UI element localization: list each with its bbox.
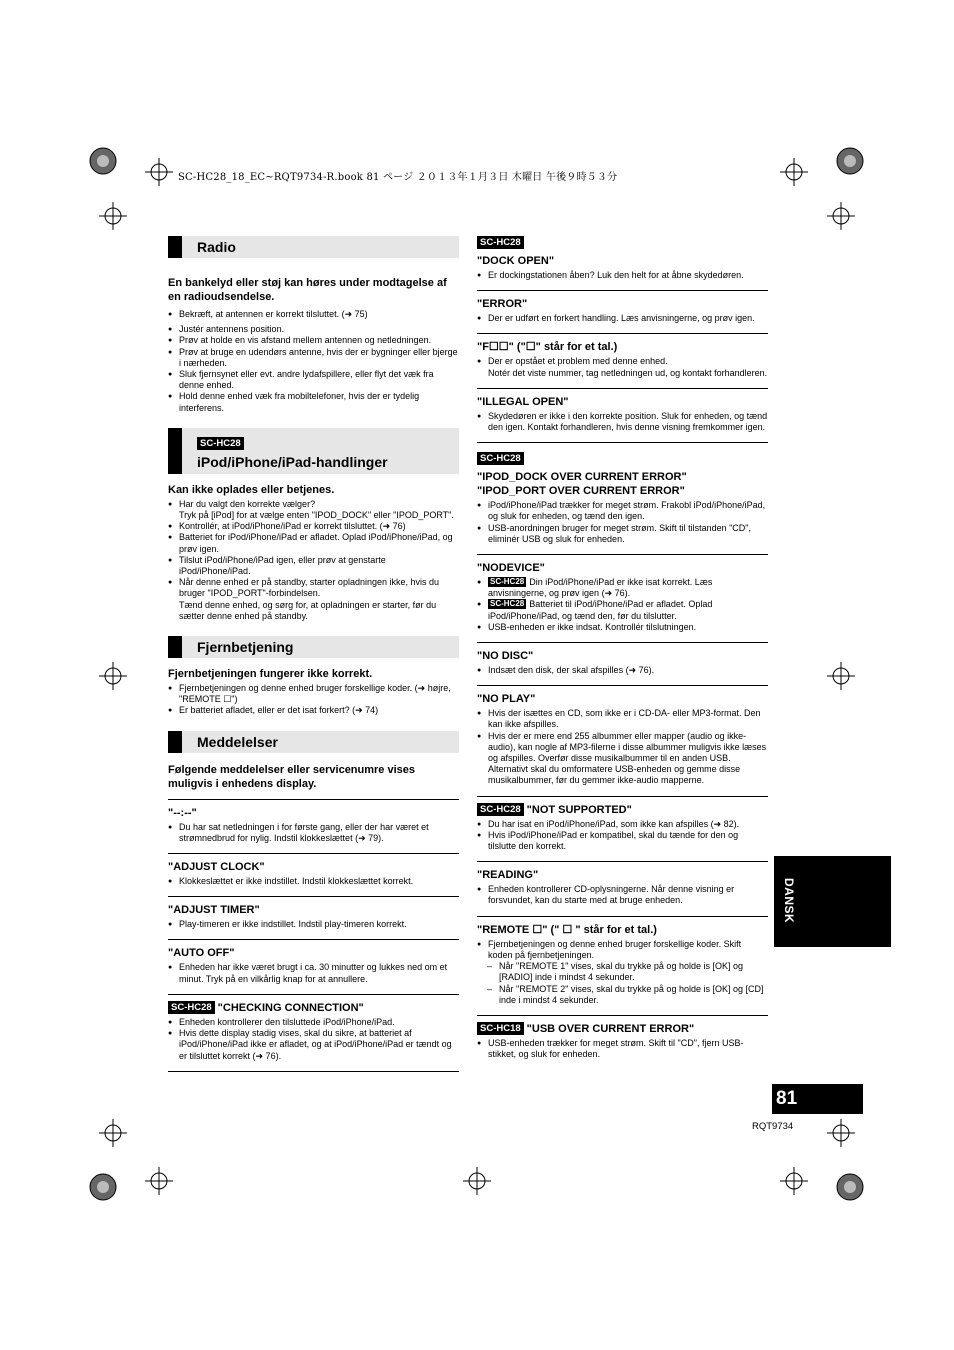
list-item: ● Er batteriet afladet, eller er det isat forkert? (➜ 74) [168, 705, 459, 716]
section-messages-title: Meddelelser [197, 733, 278, 750]
starburst-mark-bottom-left [88, 1172, 118, 1202]
model-badge: SC-HC28 [168, 1001, 215, 1014]
list-item: ● Enheden har ikke været brugt i ca. 30 minutter og lukkes ned om et minut. Tryk på en vilkårlig knap for at annullere. [168, 962, 459, 984]
list-item: ● Har du valgt den korrekte vælger? Tryk på [iPod] for at vælge enten "IPOD_DOCK" eller "IPOD_PORT". [168, 499, 459, 521]
right-column [477, 233, 768, 1069]
message-block: "NODEVICE" ● SC-HC28 Din iPod/iPhone/iPad er ikke isat korrekt. Læs anvisningerne, og prøv igen (➜ 76). ● SC-HC28 Batteriet til iPod/iPhone/iPad er afladet. Oplad iPod/iPhone/iPad, og tænd den, før du tilslutter. ● USB-enheden er ikke indsat. Kontrollér tilslutningen. [477, 555, 768, 643]
model-badge: SC-HC28 [197, 437, 244, 450]
list-item: ● Der er udført en forkert handling. Læs anvisningerne, og prøv igen. [477, 313, 768, 324]
list-item: ● SC-HC28 Din iPod/iPhone/iPad er ikke isat korrekt. Læs anvisningerne, og prøv igen (➜ 76). [477, 577, 768, 599]
message-block: "ADJUST CLOCK" ● Klokkeslættet er ikke indstillet. Indstil klokkeslættet korrekt. [168, 854, 459, 897]
list-item: ● Når denne enhed er på standby, starter opladningen ikke, hvis du bruger "IPOD_PORT"-forbindelsen. Tænd denne enhed, og sørg for, at opladningen er starter, før du sætter denne enhed på standby. [168, 577, 459, 622]
list-item: ● Fjernbetjeningen og denne enhed bruger forskellige koder. (➜ højre, "REMOTE ☐") [168, 683, 459, 705]
ipod-subheading: Kan ikke oplades eller betjenes. [168, 483, 335, 496]
model-badge: SC-HC28 [490, 577, 525, 587]
crosshair-mark-right-middle [827, 662, 855, 690]
crosshair-mark-bottom-center [463, 1167, 491, 1195]
left-column [168, 236, 459, 1072]
section-radio-header [168, 236, 459, 258]
page-number: 81 [772, 1084, 863, 1114]
message-block: SC-HC28 "IPOD_DOCK OVER CURRENT ERROR" "IPOD_PORT OVER CURRENT ERROR" ● iPod/iPhone/iPad trækker for meget strøm. Frakobl iPod/iPhone/iPad, og sluk for enheden, og tænd den igen. ● USB-anordningen bruger for meget strøm. Skift til tilstanden "CD", eliminér USB og sluk for enheden. [477, 443, 768, 555]
list-item: ● Sluk fjernsynet eller evt. andre lydafspillere, eller flyt det væk fra denne enhed. [168, 369, 459, 391]
list-item: ● Batteriet for iPod/iPhone/iPad er afladet. Oplad iPod/iPhone/iPad, og prøv igen. [168, 532, 459, 554]
model-badge: SC-HC28 [490, 599, 525, 609]
message-block: SC-HC28 "DOCK OPEN" ● Er dockingstationen åben? Luk den helt for at åbne skydedøren. [477, 233, 768, 291]
list-item: ● Hvis iPod/iPhone/iPad er kompatibel, skal du tænde for den og tilslutte den korrekt. [477, 830, 768, 852]
list-item: ● Enheden kontrollerer den tilsluttede iPod/iPhone/iPad. [168, 1017, 459, 1028]
file-header-line: SC-HC28_18_EC~RQT9734-R.book 81 ページ ２０１３年１月３日 木曜日 午後９時５３分 [178, 172, 618, 183]
list-item: ● Prøv at holde en vis afstand mellem antennen og netledningen. [168, 335, 459, 346]
list-item: ● Justér antennens position. [168, 324, 459, 335]
message-block: "NO PLAY" ● Hvis der isættes en CD, som ikke er i CD-DA- eller MP3-format. Den kan ikke afspilles. ● Hvis der er mere end 255 albummer eller mapper (audio og ikke-audio), kan nogle af MP3-filerne i disse albummer muligvis ikke læses og afspilles. Overfør disse musikalbummer til en anden USB. Alternativt skal du omformatere USB-enheden og gemme disse musikalbummer, før du gemmer ikke-audio mapperne. [477, 686, 768, 796]
crosshair-mark-left-middle [99, 662, 127, 690]
message-block: SC-HC18 "USB OVER CURRENT ERROR" ● USB-enheden trækker for meget strøm. Skift til "CD", fjern USB-stikket, og sluk for enheden. [477, 1016, 768, 1069]
radio-intro: En bankelyd eller støj kan høres under modtagelse af en radioudsendelse. [168, 277, 447, 303]
crosshair-mark-right-upper [827, 202, 855, 230]
section-messages-header [168, 731, 459, 753]
message-block: SC-HC28 "CHECKING CONNECTION" ● Enheden kontrollerer den tilsluttede iPod/iPhone/iPad. ● Hvis dette display stadig vises, skal du sikre, at batteriet af iPod/iPhone/iPad ikke er afladet, og at iPod/iPhone/iPad er tændt og er tilsluttet korrekt (➜ 76). [168, 995, 459, 1072]
model-badge: SC-HC28 [477, 236, 524, 249]
crosshair-mark-top-right [780, 158, 808, 186]
message-block: "ERROR" ● Der er udført en forkert handling. Læs anvisningerne, og prøv igen. [477, 291, 768, 334]
model-badge: SC-HC18 [477, 1022, 524, 1035]
document-code: RQT9734 [752, 1121, 794, 1132]
list-item: ● Hvis der isættes en CD, som ikke er i CD-DA- eller MP3-format. Den kan ikke afspilles. [477, 708, 768, 730]
starburst-mark-top-right [835, 146, 865, 176]
crosshair-mark-left-lower [99, 1119, 127, 1147]
list-item: ● Prøv at bruge en udendørs antenne, hvis der er bygninger eller bjerge i nærheden. [168, 347, 459, 369]
message-block: "REMOTE ☐" (" ☐ " står for et tal.) ● Fjernbetjeningen og denne enhed bruger forskellige koder. Skift koden på fjernbetjeningen. – Når "REMOTE 1" vises, skal du trykke på og holde is [OK] og [RADIO] inde i mindst 4 sekunder. – Når "REMOTE 2" vises, skal du trykke på og holde is [OK] og [CD] inde i mindst 4 sekunder. [477, 917, 768, 1016]
remote-subheading: Fjernbetjeningen fungerer ikke korrekt. [168, 668, 373, 681]
message-block: "F☐☐" ("☐" står for et tal.) ● Der er opstået et problem med denne enhed. Notér det viste nummer, tag netledningen ud, og kontakt forhandleren. [477, 334, 768, 388]
list-item: – Når "REMOTE 1" vises, skal du trykke på og holde is [OK] og [RADIO] inde i mindst 4 sekunder. [477, 961, 768, 983]
list-item: ● Kontrollér, at iPod/iPhone/iPad er korrekt tilsluttet. (➜ 76) [168, 521, 459, 532]
language-tab [774, 856, 891, 947]
list-item: ● Play-timeren er ikke indstillet. Indstil play-timeren korrekt. [168, 919, 459, 930]
section-remote-header [168, 636, 459, 658]
list-item: ● Skydedøren er ikke i den korrekte position. Sluk for enheden, og tænd den igen. Kontakt forhandleren, hvis denne visning fremkommer igen. [477, 411, 768, 433]
ipod-list [168, 499, 459, 622]
starburst-mark-top-left [88, 146, 118, 176]
message-block: "READING" ● Enheden kontrollerer CD-oplysningerne. Når denne visning er forsvundet, kan du starte med at bruge enheden. [477, 862, 768, 916]
model-badge: SC-HC28 [477, 452, 524, 465]
list-item: ● USB-enheden trækker for meget strøm. Skift til "CD", fjern USB-stikket, og sluk for enheden. [477, 1038, 768, 1060]
list-item: ● Fjernbetjeningen og denne enhed bruger forskellige koder. Skift koden på fjernbetjeningen. [477, 939, 768, 961]
list-item: ● Enheden kontrollerer CD-oplysningerne. Når denne visning er forsvundet, kan du starte med at bruge enheden. [477, 884, 768, 906]
section-radio-title: Radio [197, 239, 236, 255]
list-item: ● Tilslut iPod/iPhone/iPad igen, eller prøv at genstarte iPod/iPhone/iPad. [168, 555, 459, 577]
list-item: ● Klokkeslættet er ikke indstillet. Indstil klokkeslættet korrekt. [168, 876, 459, 887]
list-item: ● Bekræft, at antennen er korrekt tilsluttet. (➜ 75) [168, 309, 459, 320]
starburst-mark-bottom-right [835, 1172, 865, 1202]
section-ipod-title: iPod/iPhone/iPad-handlinger [197, 453, 388, 470]
list-item: ● Der er opstået et problem med denne enhed. Notér det viste nummer, tag netledningen ud, og kontakt forhandleren. [477, 356, 768, 378]
message-block: SC-HC28 "NOT SUPPORTED" ● Du har isat en iPod/iPhone/iPad, som ikke kan afspilles (➜ 82). ● Hvis iPod/iPhone/iPad er kompatibel, skal du tænde for den og tilslutte den korrekt. [477, 797, 768, 863]
message-block: "ADJUST TIMER" ● Play-timeren er ikke indstillet. Indstil play-timeren korrekt. [168, 897, 459, 940]
crosshair-mark-left-upper [99, 202, 127, 230]
messages-intro: Følgende meddelelser eller servicenumre vises muligvis i enhedens display. [168, 763, 416, 790]
section-ipod-header [168, 428, 459, 474]
message-block: "NO DISC" ● Indsæt den disk, der skal afspilles (➜ 76). [477, 643, 768, 686]
section-remote-title: Fjernbetjening [197, 639, 294, 656]
list-item: ● Indsæt den disk, der skal afspilles (➜ 76). [477, 665, 768, 676]
crosshair-mark-bottom-right [780, 1167, 808, 1195]
list-item: – Når "REMOTE 2" vises, skal du trykke på og holde is [OK] og [CD] inde i mindst 4 sekunder. [477, 984, 768, 1006]
list-item: ● iPod/iPhone/iPad trækker for meget strøm. Frakobl iPod/iPhone/iPad, og sluk for enheden, og tænd den igen. [477, 500, 768, 522]
message-block: "AUTO OFF" ● Enheden har ikke været brugt i ca. 30 minutter og lukkes ned om et minut. Tryk på en vilkårlig knap for at annullere. [168, 940, 459, 994]
message-block: "--:--" ● Du har sat netledningen i for første gang, eller der har været et strømnedbrud for nylig. Indstil klokkeslættet (➜ 79). [168, 800, 459, 854]
list-item: ● Hold denne enhed væk fra mobiltelefoner, hvis der er tydelig interferens. [168, 391, 459, 413]
remote-list [168, 683, 459, 717]
message-block: "ILLEGAL OPEN" ● Skydedøren er ikke i den korrekte position. Sluk for enheden, og tænd den igen. Kontakt forhandleren, hvis denne visning fremkommer igen. [477, 389, 768, 443]
crosshair-mark-right-lower [827, 1119, 855, 1147]
crosshair-mark-top-left [145, 158, 173, 186]
language-label: DANSK [782, 878, 796, 924]
list-item: ● SC-HC28 Batteriet til iPod/iPhone/iPad er afladet. Oplad iPod/iPhone/iPad, og tænd den, før du tilslutter. [477, 599, 768, 621]
model-badge: SC-HC28 [477, 803, 524, 816]
list-item: ● Er dockingstationen åben? Luk den helt for at åbne skydedøren. [477, 270, 768, 281]
list-item: ● Du har isat en iPod/iPhone/iPad, som ikke kan afspilles (➜ 82). [477, 819, 768, 830]
crosshair-mark-bottom-left [145, 1167, 173, 1195]
list-item: ● Du har sat netledningen i for første gang, eller der har været et strømnedbrud for nylig. Indstil klokkeslættet (➜ 79). [168, 822, 459, 844]
list-item: ● USB-enheden er ikke indsat. Kontrollér tilslutningen. [477, 622, 768, 633]
list-item: ● Hvis der er mere end 255 albummer eller mapper (audio og ikke-audio), kan nogle af MP3-filerne i disse albummer muligvis ikke læses og afspilles. Overfør disse musikalbummer til en anden USB. Alternativt skal du omformatere USB-enheden og gemme disse musikalbummer, før du gemmer ikke-audio mapperne. [477, 731, 768, 787]
list-item: ● Hvis dette display stadig vises, skal du sikre, at batteriet af iPod/iPhone/iPad ikke er afladet, og at iPod/iPhone/iPad er tændt og er tilsluttet korrekt (➜ 76). [168, 1028, 459, 1062]
list-item: ● USB-anordningen bruger for meget strøm. Skift til tilstanden "CD", eliminér USB og sluk for enheden. [477, 523, 768, 545]
radio-list [168, 309, 459, 414]
